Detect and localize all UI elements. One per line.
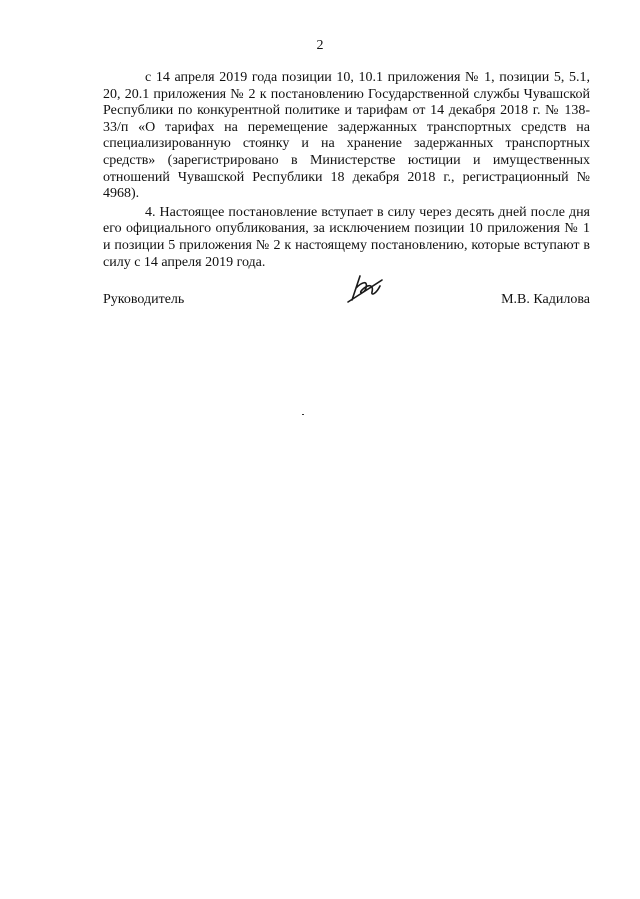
- scan-speck: [302, 414, 304, 415]
- paragraph-positions: с 14 апреля 2019 года позиции 10, 10.1 приложения № 1, позиции 5, 5.1, 20, 20.1 приложения № 2 к постановлению Государственной службы Чувашской Республики по конкурентной политике и тарифам от 14 декабря 2018 г. № 138-33/п «О тарифах на перемещение задержанных транспортных средств на специализированную стоянку и на хранение задержанных транспортных средств» (зарегистрировано в Министерстве юстиции и имущественных отношений Чувашской Республики 18 декабря 2018 г., регистрационный № 4968).: [103, 70, 590, 202]
- document-body: [103, 70, 590, 273]
- paragraph-effective-date: 4. Настоящее постановление вступает в силу через десять дней после дня его официального опубликования, за исключением позиции 10 приложения № 1 и позиции 5 приложения № 2 к настоящему постановлению, которые вступают в силу с 14 апреля 2019 года.: [103, 204, 590, 270]
- signer-name: М.В. Кадилова: [501, 292, 590, 307]
- signer-position: Руководитель: [103, 292, 185, 307]
- page-number: 2: [316, 38, 324, 53]
- signature-block: [103, 292, 590, 312]
